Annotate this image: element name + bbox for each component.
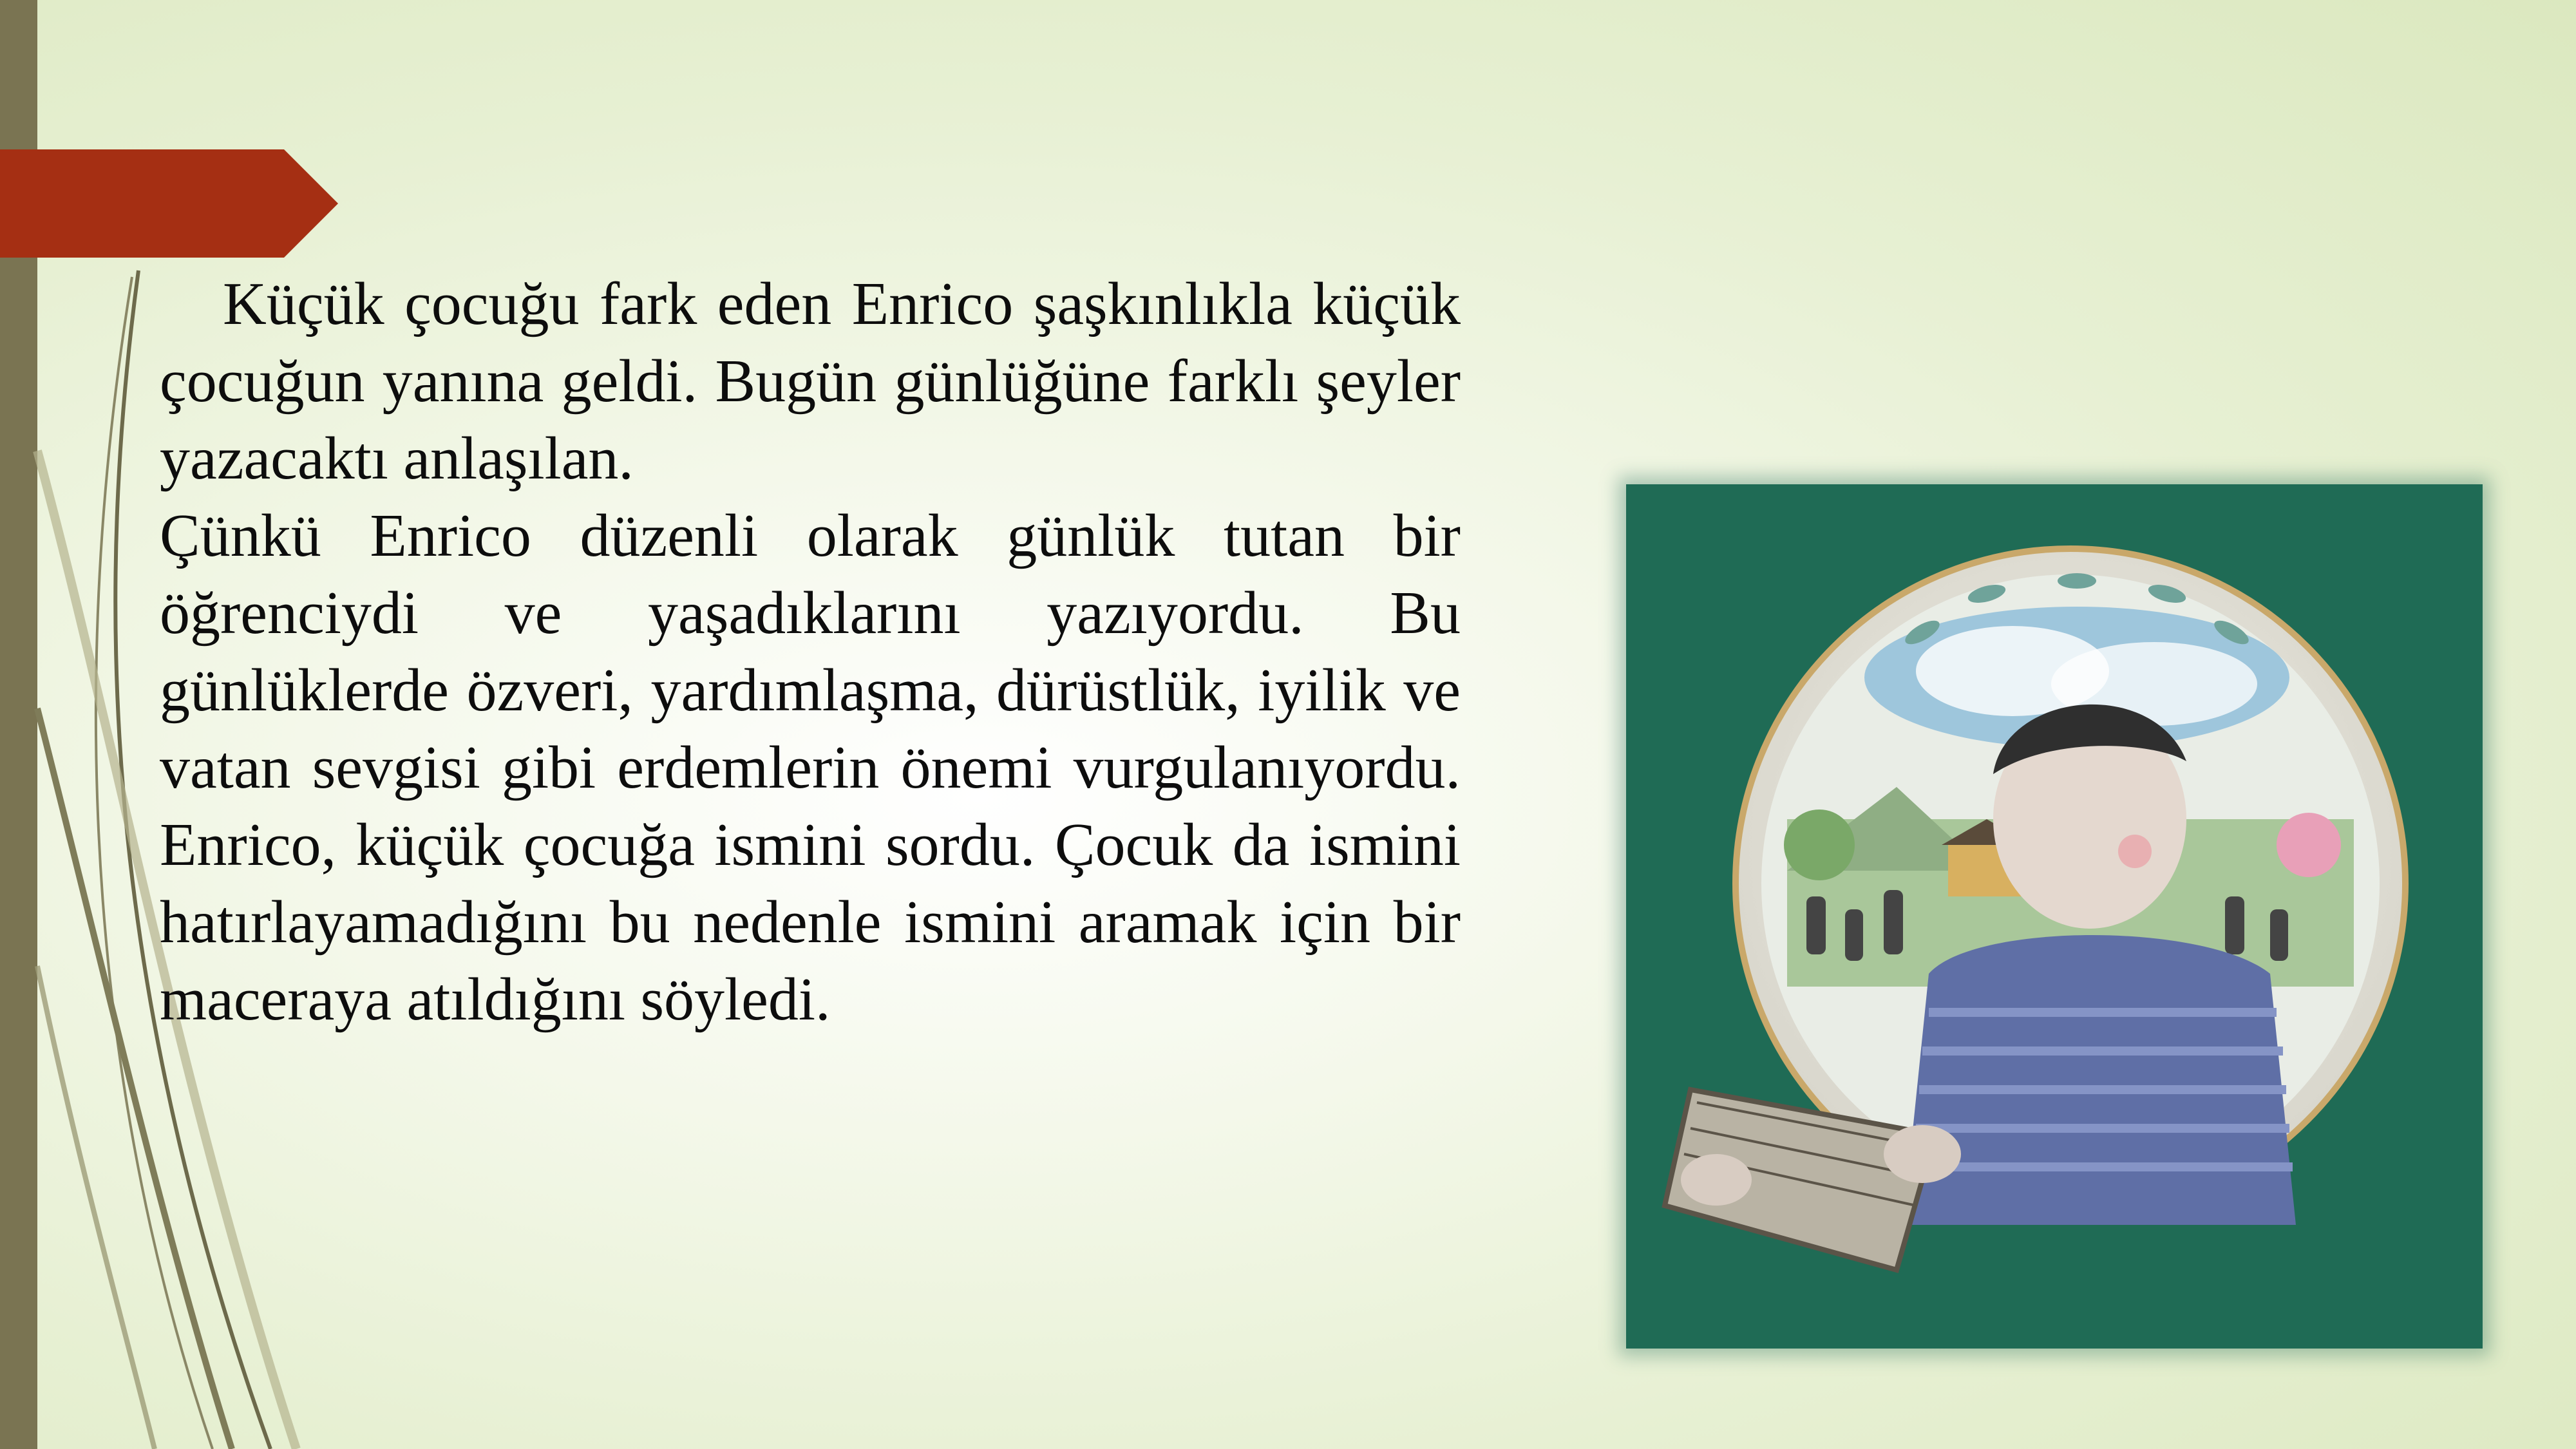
slide-body-text [160,265,1461,1038]
title-ribbon [0,149,338,258]
paragraph-2: Çünkü Enrico düzenli olarak günlük tutan bir öğrenciydi ve yaşadıklarını yazıyordu. Bu günlüklerde özveri, yardımlaşma, dürüstlük, iyilik ve vatan sevgisi gibi erdemlerin önemi vurgulanıyordu. Enrico, küçük çocuğa ismini sordu. Çocuk da ismini hatırlayamadığını bu nedenle ismini aramak için bir maceraya atıldığını söyledi. [160,502,1461,1033]
paragraph-1: Küçük çocuğu fark eden Enrico şaşkınlıkla küçük çocuğun yanına geldi. Bugün günlüğüne farklı şeyler yazacaktı anlaşılan. [160,270,1461,492]
book-reading-boy-illustration [1626,484,2483,1349]
